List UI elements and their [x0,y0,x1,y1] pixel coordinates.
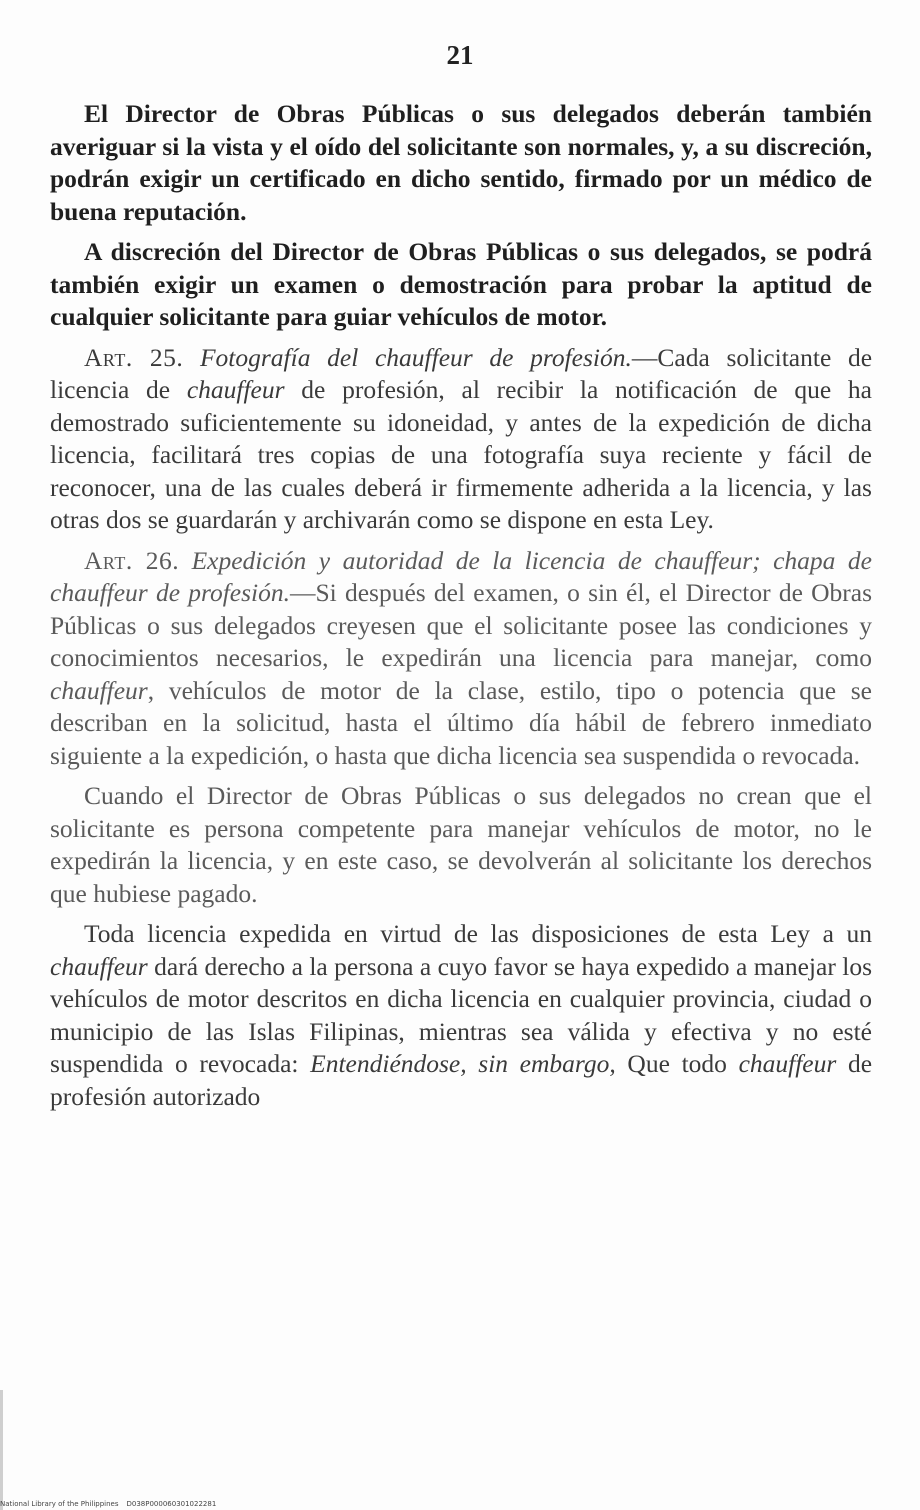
paragraph-6 [50,918,872,1113]
article-25-label: Art. 25. [84,342,184,372]
paragraph-6-text-a: Toda licencia expedida en virtud de las disposiciones de esta Ley a un [84,919,872,948]
paragraph-6-proviso: Entendiéndose, sin embargo, [310,1049,616,1078]
article-25 [50,342,872,537]
paragraph-6-text-d: de profesión autorizado [50,1049,873,1111]
article-26-chauffeur: chauffeur [50,675,148,705]
article-25-text-a: —Cada solicitante de licencia de [50,342,873,404]
article-26-text-b: , vehículos de motor de la clase, estilo, tipo o potencia que se describan en la solicitud, hasta el último día hábil de febrero inmediato siguiente a la expedición, o hasta que dicha licencia sea suspendida o revocada. [50,675,872,770]
paragraph-6-text-c: Que todo [615,1049,739,1078]
body-text [50,98,872,1113]
footer-code: D038P000060301022281 [126,1500,217,1508]
article-25-text-b: de profesión, al recibir la notificación de que ha demostrado suficientemente su idoneidad, y antes de la expedición de dicha licencia, facilitará tres copias de una fotografía suya reciente y fácil de reconocer, una de las cuales deberá ir firmemente adherida a la licencia, y las otras dos se guardarán y archivarán como se dispone en esta Ley. [50,375,872,534]
paragraph-6-chauffeur-2: chauffeur [738,1049,837,1078]
paragraph-2: A discreción del Director de Obras Públicas o sus delegados, se podrá también exigir un examen o demostración para probar la aptitud de cualquier solicitante para guiar vehículos de motor. [50,237,872,331]
scan-footer [0,1500,920,1508]
article-25-chauffeur: chauffeur [186,375,285,404]
article-26-label: Art. 26. [84,545,180,575]
paragraph-1: El Director de Obras Públicas o sus delegados deberán también averiguar si la vista y el oído del solicitante son normales, y, a su discreción, podrán exigir un certificado en dicho sentido, firmado por un médico de buena reputación. [50,99,872,226]
page-number: 21 [446,40,474,70]
scan-edge [0,1390,3,1510]
article-25-title: Fotografía del chauffeur de profesión. [199,342,632,372]
paragraph-6-chauffeur-1: chauffeur [50,951,148,981]
paragraph-6-text-b: dará derecho a la persona a cuyo favor se haya expedido a manejar los vehículos de motor descritos en dicha licencia en cualquier provincia, ciudad o municipio de las Islas Filipinas, mientras sea válida y efectiva y no esté suspendida o revocada: [50,951,872,1078]
footer-library: National Library of the Philippines [0,1500,119,1508]
article-26 [50,545,872,773]
article-26-title: Expedición y autoridad de la licencia de chauffeur; chapa de chauffeur de profesión. [50,545,872,607]
paragraph-5: Cuando el Director de Obras Públicas o sus delegados no crean que el solicitante es persona competente para manejar vehículos de motor, no le expedirán la licencia, y en este caso, se devolverán al solicitante los derechos que hubiese pagado. [50,781,872,908]
article-26-text-a: —Si después del examen, o sin él, el Director de Obras Públicas o sus delegados creyesen que el solicitante posee las condiciones y conocimientos necesarios, le expedirán una licencia para manejar, como [50,578,872,672]
